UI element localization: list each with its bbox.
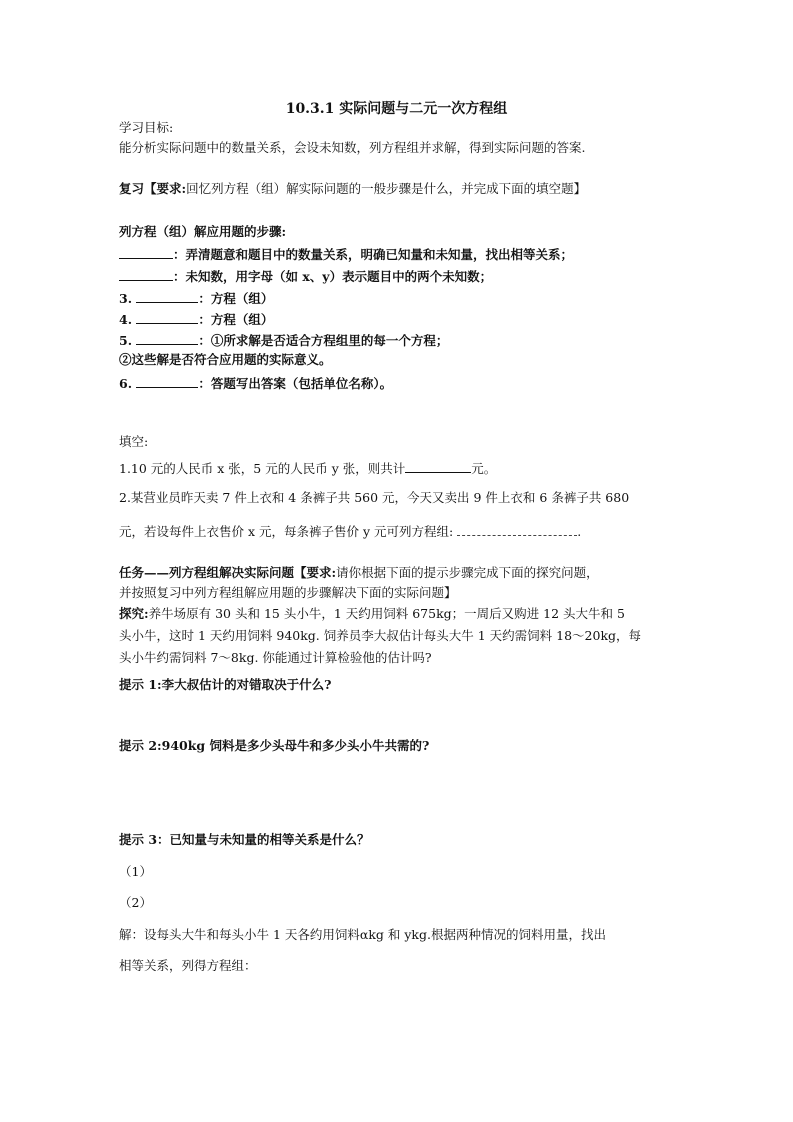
step-1 [119,245,573,263]
step-2-blank[interactable] [119,267,173,281]
objective-label: 学习目标: [119,120,174,135]
task-line1 [119,565,599,581]
q1-text: 1.10 元的人民币 x 张，5 元的人民币 y 张，则共计 [119,461,406,476]
step-3 [119,289,273,307]
solution-line1: 解：设每头大牛和每头小牛 1 天各约用饲料αkg 和 ykg.根据两种情况的饲料用量，找出 [119,927,606,942]
step-2-text: ：未知数，用字母（如 x、y）表示题目中的两个未知数； [173,269,493,284]
step-4 [119,310,273,328]
answer-item-2: （2） [119,895,152,910]
step-6-text: ：答题写出答案（包括单位名称）。 [198,376,393,391]
step-5 [119,331,448,349]
solution-line2: 相等关系，列得方程组： [119,958,257,973]
steps-heading: 列方程（组）解应用题的步骤: [119,224,287,239]
objective-text: 能分析实际问题中的数量关系，会设未知数，列方程组并求解，得到实际问题的答案. [119,140,586,155]
step-5-text: ：①所求解是否适合方程组里的每一个方程； [198,333,449,348]
fill-heading: 填空: [119,434,149,449]
step-5-blank[interactable] [136,331,198,345]
step-4-number: 4. [119,312,133,327]
step-2 [119,267,492,285]
step-1-text: ：弄清题意和题目中的数量关系，明确已知量和未知量，找出相等关系； [173,247,574,262]
q1-blank[interactable] [405,459,471,473]
explore-line2: 头小牛，这时 1 天约用饲料 940kg. 饲养员李大叔估计每头大牛 1 天约需饲料 18～20kg，每 [119,628,642,643]
step-4-text: ：方程（组） [198,312,274,327]
step-3-blank[interactable] [136,289,198,303]
task-line1-text: 请你根据下面的提示步骤完成下面的探究问题， [336,565,599,580]
step-6 [119,374,392,392]
step-6-blank[interactable] [136,374,198,388]
review-instruction [119,181,586,197]
fill-question-2-line1: 2.某营业员昨天卖 7 件上衣和 4 条裤子共 560 元，今天又卖出 9 件上衣和 6 条裤子共 680 [119,490,630,505]
fill-question-2-line2 [119,522,581,540]
explore-text-1: 养牛场原有 30 头和 15 头小牛，1 天约用饲料 675kg；一周后又购进 12 头大牛和 5 [148,606,625,621]
step-5-number: 5. [119,333,133,348]
hint-2: 提示 2:940kg 饲料是多少头母牛和多少头小牛共需的? [119,738,430,753]
step-1-blank[interactable] [119,245,173,259]
explore-line3: 头小牛约需饲料 7～8kg. 你能通过计算检验他的估计吗? [119,650,432,665]
q1-unit: 元。 [471,461,497,476]
q2-end: . [577,524,582,539]
explore-label: 探究: [119,606,149,621]
q2-text: 元，若设每件上衣售价 x 元，每条裤子售价 y 元可列方程组: [119,524,454,539]
review-prefix: 复习【要求: [119,181,187,196]
task-line2: 并按照复习中列方程组解应用题的步骤解决下面的实际问题】 [119,585,457,600]
step-4-blank[interactable] [136,310,198,324]
hint-3: 提示 3：已知量与未知量的相等关系是什么？ [119,832,370,847]
explore-line1 [119,606,625,622]
step-3-number: 3. [119,291,133,306]
page-title: 10.3.1 实际问题与二元一次方程组 [285,101,508,117]
step-3-text: ：方程（组） [198,291,274,306]
answer-item-1: （1） [119,864,152,879]
step-6-number: 6. [119,376,133,391]
review-text: 回忆列方程（组）解实际问题的一般步骤是什么，并完成下面的填空题】 [186,181,587,196]
hint-1: 提示 1:李大叔估计的对错取决于什么? [119,677,332,692]
q2-blank[interactable] [457,522,577,536]
task-prefix: 任务——列方程组解决实际问题【要求: [119,565,337,580]
fill-question-1 [119,459,496,477]
step-5-continued: ②这些解是否符合应用题的实际意义。 [119,352,332,367]
